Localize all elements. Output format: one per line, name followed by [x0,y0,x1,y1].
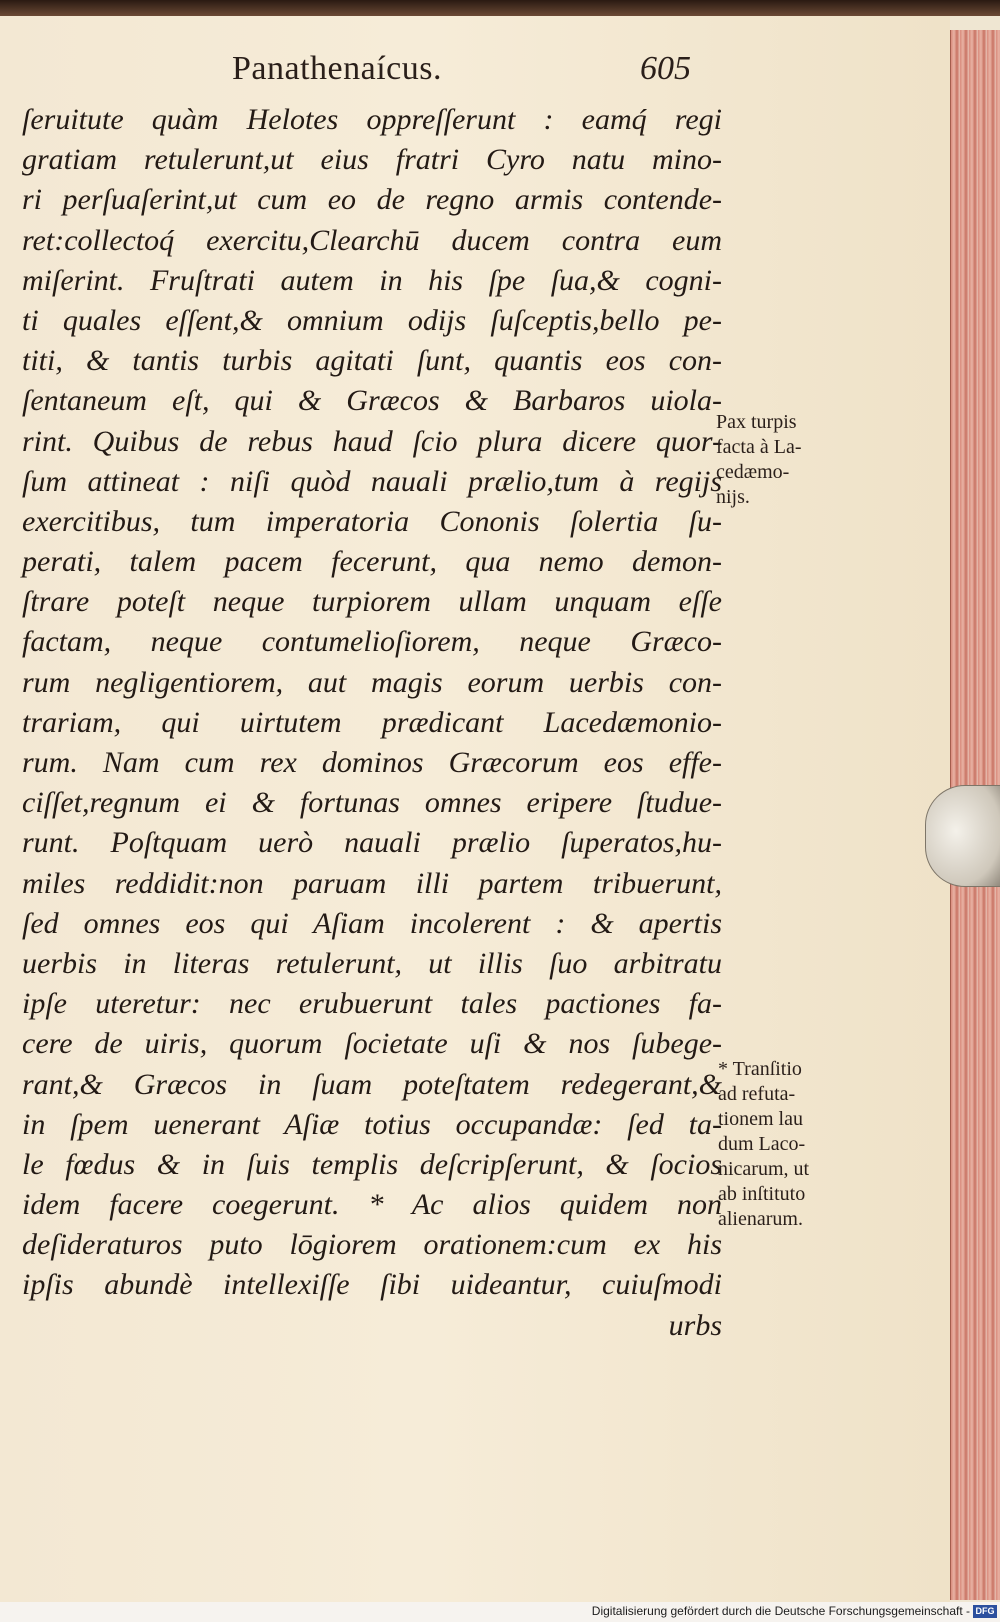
margin-note-line: ad refuta- [718,1083,796,1105]
text-line: ipſis abundè intellexiſſe ſibi uideantur, cuiuſmodi [22,1268,722,1302]
text-line: rum negligentiorem, aut magis eorum uerbis con- [22,665,722,699]
text-line: exercitibus, tum imperatoria Cononis ſolertia ſu- [22,504,722,538]
text-line: ri perſuaſerint,ut cum eo de regno armis contende- [22,183,722,217]
margin-note-line: nijs. [716,486,750,508]
margin-note-line: tionem lau [718,1108,803,1130]
text-line: titi, & tantis turbis agitati ſunt, quantis eos con- [22,344,722,378]
margin-note-line: ab inſtituto [718,1183,806,1205]
text-line: rint. Quibus de rebus haud ſcio plura dicere quor- [22,424,722,458]
main-text-block [22,100,722,1346]
text-line: miles reddidit:non paruam illi partem tribuerunt, [22,866,722,900]
text-line: ret:collectoq́ exercitu,Clearchū ducem contra eum [22,223,722,257]
text-line: rant,& Græcos in ſuam poteſtatem redegerant,& [22,1067,722,1101]
text-line: trariam, qui uirtutem prædicant Lacedæmonio- [22,705,722,739]
running-head [0,50,950,94]
text-line: cere de uiris, quorum ſocietate uſi & nos ſubege- [22,1027,722,1061]
text-line: in ſpem uenerant Aſiæ totius occupandæ: ſed ta- [22,1107,722,1141]
text-line: ſed omnes eos qui Aſiam incolerent : & apertis [22,906,722,940]
text-line: ſentaneum eſt, qui & Græcos & Barbaros uiola- [22,384,722,418]
margin-note-line: Pax turpis [716,411,797,433]
text-line: idem facere coegerunt. * Ac alios quidem non [22,1188,722,1222]
text-line: uerbis in literas retulerunt, ut illis ſuo arbitratu [22,946,722,980]
catchword: urbs [668,1308,722,1342]
text-line: miſerint. Fruſtrati autem in his ſpe ſua,& cogni- [22,263,722,297]
dfg-logo: DFG [973,1605,997,1618]
text-line: deſideraturos puto lōgiorem orationem:cum ex his [22,1228,722,1262]
text-line: ſum attineat : niſi quòd nauali prælio,tum à regijs [22,464,722,498]
margin-note-line: nicarum, ut [718,1158,810,1180]
book-top-edge [0,0,1000,16]
text-line: ti quales eſſent,& omnium odijs ſuſceptis,bello pe- [22,303,722,337]
text-line: ſtrare poteſt neque turpiorem ullam unquam eſſe [22,585,722,619]
page-number: 605 [640,50,691,87]
text-line: factam, neque contumelioſiorem, neque Græco- [22,625,722,659]
digitization-credit: Digitalisierung gefördert durch die Deutsche Forschungsgemeinschaft - [591,1604,970,1618]
text-line: rum. Nam cum rex dominos Græcorum eos effe- [22,746,722,779]
margin-note-line: cedæmo- [716,461,790,483]
text-line: gratiam retulerunt,ut eius fratri Cyro natu mino- [22,143,722,177]
margin-note-line: dum Laco- [718,1133,806,1155]
text-line: runt. Poſtquam uerò nauali prælio ſuperatos,hu- [22,826,722,860]
book-clasp [925,785,1000,887]
digitization-footer [0,1602,1000,1622]
text-line: ipſe uteretur: nec erubuerunt tales pactiones fa- [22,987,722,1021]
text-line: ſeruitute quàm Helotes oppreſſerunt : eamq́ regi [22,103,722,136]
text-line: ciſſet,regnum ei & fortunas omnes eripere ſtudue- [22,786,722,820]
margin-note-line: facta à La- [716,436,802,458]
text-line: le fœdus & in ſuis templis deſcripſerunt, & ſocios [22,1147,722,1181]
running-title: Panathenaícus. [232,50,442,87]
margin-note-transition [718,1057,848,1232]
margin-note-line: alienarum. [718,1208,803,1230]
margin-note-peace [716,410,826,510]
text-line: perati, talem pacem fecerunt, qua nemo demon- [22,545,722,579]
margin-note-line: * Tranſitio [718,1058,802,1080]
